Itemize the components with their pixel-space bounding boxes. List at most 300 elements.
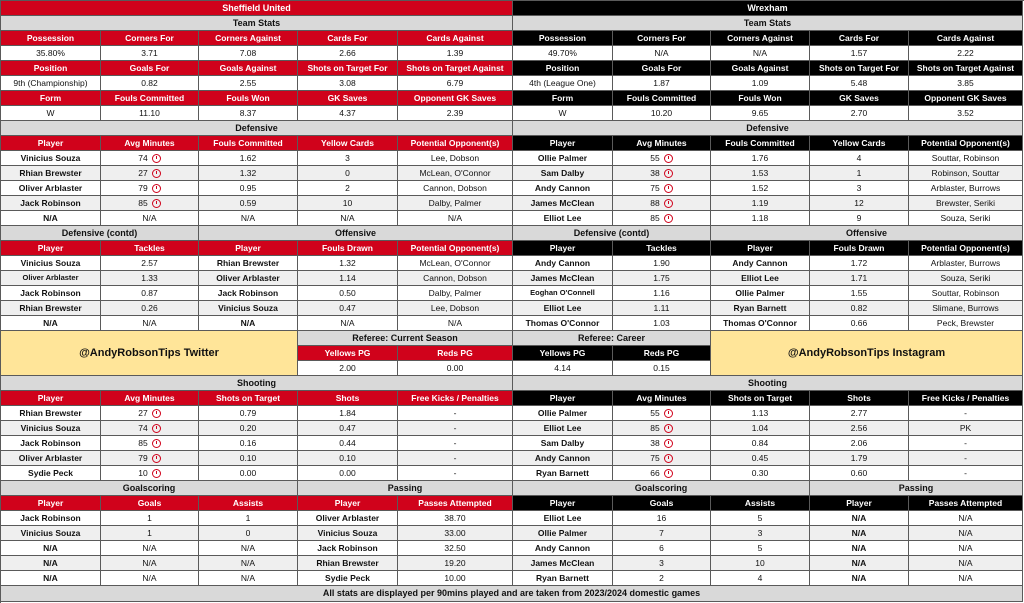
right-stats_r3-value-text: 9.65: [751, 107, 769, 118]
right-defc-cell: [513, 271, 613, 286]
right-stats_r1-header: [613, 31, 711, 46]
right-passing-cell: [909, 511, 1023, 526]
left-defc-cell-text: 2.57: [141, 257, 158, 268]
right-stats_r2-header: [613, 61, 711, 76]
right-goalscoring-cell: [711, 526, 810, 541]
right-shooting-cell: [810, 421, 909, 436]
right-defensive-cell: [513, 181, 613, 196]
left-goalscoring-title-text: Goalscoring: [122, 482, 176, 493]
left-shooting-cell-text: -: [453, 422, 457, 433]
right-defensive-title: [513, 121, 1023, 136]
left-goalscoring-cell-text: 1: [147, 527, 152, 538]
right-passing-cell: [810, 511, 909, 526]
left-goalscoring-cell: [1, 571, 101, 586]
left-stats_r2-value: [101, 76, 199, 91]
right-goalscoring-header: [613, 496, 711, 511]
left-goalscoring-cell-text: N/A: [240, 542, 256, 553]
left-shooting-cell-text: 0.44: [339, 437, 356, 448]
right-defensive-cell-text: 9: [856, 212, 862, 223]
left-defensive-cell-text: N/A: [43, 212, 58, 223]
left-stats_r1-header: [398, 31, 513, 46]
left-defensive-cell-text: N/A: [240, 212, 256, 223]
left-shooting-cell-text: 1.84: [339, 407, 356, 418]
right-offensive-cell-text: Arblaster, Burrows: [930, 257, 1001, 268]
left-defensive-cell-text: Jack Robinson: [20, 197, 81, 208]
left-defensive-cell-text: 79: [138, 182, 148, 193]
right-goalscoring-cell-text: Elliot Lee: [543, 512, 582, 523]
left-defc-cell: [101, 316, 199, 331]
right-offensive-cell: [810, 301, 909, 316]
right-defensive-cell-text: 1.18: [751, 212, 769, 223]
right-stats_r2-value-text: 1.09: [751, 77, 769, 88]
left-passing-cell-text: 19.20: [444, 557, 466, 568]
left-goalscoring-header-text: Assists: [232, 497, 264, 508]
left-shooting-cell: [398, 451, 513, 466]
right-passing-cell: [909, 526, 1023, 541]
right-offensive-cell-text: Souza, Seriki: [940, 272, 991, 283]
left-shooting-title: [1, 376, 513, 391]
referee-current-yellows-header-text: Yellows PG: [324, 347, 371, 358]
left-defc-cell: [101, 301, 199, 316]
left-stats_r3-value-text: W: [46, 107, 55, 118]
right-offensive-cell-text: Andy Cannon: [732, 257, 788, 268]
right-passing-cell: [810, 526, 909, 541]
right-shooting-cell-text: 0.30: [751, 467, 769, 478]
left-stats_r1-header: [1, 31, 101, 46]
left-offensive-cell-text: Lee, Dobson: [430, 302, 480, 313]
left-shooting-cell: [199, 451, 298, 466]
right-offensive-cell-text: Souttar, Robinson: [931, 287, 1000, 298]
right-defensive-header: [613, 136, 711, 151]
left-goalscoring-cell-text: N/A: [142, 542, 157, 553]
right-goalscoring-header-text: Player: [549, 497, 576, 508]
right-stats_r1-header: [711, 31, 810, 46]
left-shooting-cell-text: -: [453, 437, 457, 448]
left-stats_r1-header: [199, 31, 298, 46]
right-defensive-cell: [909, 196, 1023, 211]
left-defensive-header: [1, 136, 101, 151]
left-defensive-cell: [199, 196, 298, 211]
right-offensive-cell-text: 0.82: [850, 302, 868, 313]
left-defensive-cell: [101, 166, 199, 181]
left-shooting-cell: [398, 436, 513, 451]
right-defc-cell: [513, 256, 613, 271]
left-shooting-cell: [298, 466, 398, 481]
right-stats_r3-value-text: 3.52: [957, 107, 974, 118]
right-shooting-header: [810, 391, 909, 406]
referee-career-yellows-value-text: 4.14: [554, 362, 571, 373]
left-stats_r1-value-text: 7.08: [239, 47, 257, 58]
right-goalscoring-cell-text: Ryan Barnett: [536, 572, 589, 583]
left-shooting-cell: [101, 436, 199, 451]
right-stats_r1-value: [513, 46, 613, 61]
left-defensive-cell: [199, 181, 298, 196]
left-defensive-cell-text: Oliver Arblaster: [18, 182, 83, 193]
right-offensive-cell: [810, 316, 909, 331]
right-defensive-cell: [711, 151, 810, 166]
right-shooting-cell-text: Andy Cannon: [534, 452, 591, 463]
left-shooting-cell: [298, 421, 398, 436]
left-defensive-cell: [1, 166, 101, 181]
left-defensive-header-text: Avg Minutes: [124, 137, 175, 148]
right-passing-cell-text: N/A: [851, 557, 867, 568]
left-stats_r2-value-text: 0.82: [141, 77, 158, 88]
right-shooting-cell: [613, 466, 711, 481]
left-stats_r2-header: [298, 61, 398, 76]
right-defc-cell-text: 1.90: [653, 257, 670, 268]
left-goalscoring-cell: [1, 556, 101, 571]
right-offensive-cell: [810, 271, 909, 286]
left-stats_r3-value: [101, 106, 199, 121]
left-passing-cell-text: Oliver Arblaster: [315, 512, 380, 523]
left-passing-cell: [298, 556, 398, 571]
left-defc-title: [1, 226, 199, 241]
right-passing-cell: [810, 541, 909, 556]
left-shooting-cell-text: 0.79: [239, 407, 257, 418]
left-goalscoring-header: [1, 496, 101, 511]
left-shooting-cell-text: 10: [138, 467, 148, 478]
left-shooting-cell: [1, 466, 101, 481]
right-shooting-header-text: Shots on Target: [727, 392, 793, 403]
right-defensive-header: [711, 136, 810, 151]
left-defensive-cell-text: Lee, Dobson: [430, 152, 480, 163]
left-stats_r3-header-text: Fouls Won: [226, 92, 270, 103]
left-offensive-cell: [398, 271, 513, 286]
right-offensive-cell-text: 1.55: [850, 287, 868, 298]
left-defc-cell: [1, 316, 101, 331]
left-offensive-cell: [298, 256, 398, 271]
right-goalscoring-cell-text: 6: [659, 542, 664, 553]
left-stats_r1-value: [199, 46, 298, 61]
left-goalscoring-cell: [199, 541, 298, 556]
right-shooting-cell: [810, 466, 909, 481]
left-passing-cell: [298, 526, 398, 541]
right-shooting-header: [613, 391, 711, 406]
right-defensive-cell-text: James McClean: [530, 197, 595, 208]
right-stats_r1-value-text: 49.70%: [548, 47, 577, 58]
left-shooting-cell: [1, 421, 101, 436]
right-offensive-cell: [909, 256, 1023, 271]
left-defc-cell: [101, 256, 199, 271]
right-shooting-header: [909, 391, 1023, 406]
left-goalscoring-cell-text: N/A: [43, 572, 58, 583]
right-goalscoring-header: [711, 496, 810, 511]
left-defc-header-text: Tackles: [134, 242, 165, 253]
right-offensive-header-text: Fouls Drawn: [833, 242, 885, 253]
left-team-title: [1, 1, 513, 16]
right-goalscoring-cell-text: 5: [757, 542, 763, 553]
left-offensive-header: [398, 241, 513, 256]
right-stats_r2-value: [909, 76, 1023, 91]
right-goalscoring-cell: [711, 556, 810, 571]
right-offensive-cell: [810, 286, 909, 301]
right-defensive-cell: [711, 181, 810, 196]
left-defensive-cell: [298, 181, 398, 196]
instagram-handle-banner: [711, 331, 1023, 376]
right-stats_r1-header: [810, 31, 909, 46]
right-shooting-cell-text: Ryan Barnett: [536, 467, 589, 478]
left-defensive-cell: [398, 151, 513, 166]
right-shooting-cell: [909, 451, 1023, 466]
right-goalscoring-header-text: Goals: [649, 497, 674, 508]
right-stats_r2-value-text: 1.87: [653, 77, 670, 88]
left-defensive-header: [398, 136, 513, 151]
left-shooting-header-text: Shots on Target: [215, 392, 281, 403]
left-stats_r2-header: [199, 61, 298, 76]
right-shooting-cell: [513, 466, 613, 481]
right-defensive-cell: [513, 166, 613, 181]
right-shooting-title: [513, 376, 1023, 391]
right-defensive-cell-text: 3: [856, 182, 862, 193]
right-stats_r3-value-text: 10.20: [650, 107, 673, 118]
left-shooting-cell: [398, 421, 513, 436]
right-offensive-cell-text: 1.71: [850, 272, 868, 283]
left-defensive-cell: [1, 196, 101, 211]
stopwatch-icon: [664, 454, 673, 463]
left-shooting-header-text: Shots: [335, 392, 360, 403]
left-shooting-cell-text: Vinicius Souza: [20, 422, 81, 433]
right-defc-cell: [513, 286, 613, 301]
left-offensive-cell: [199, 256, 298, 271]
right-shooting-cell-text: 1.79: [850, 452, 868, 463]
left-offensive-cell-text: McLean, O'Connor: [419, 257, 491, 268]
left-shooting-cell: [101, 421, 199, 436]
left-shooting-cell: [298, 406, 398, 421]
left-shooting-cell: [298, 451, 398, 466]
right-defc-header: [613, 241, 711, 256]
left-shooting-cell: [199, 466, 298, 481]
right-defensive-cell-text: 1.53: [751, 167, 769, 178]
right-shooting-cell: [711, 406, 810, 421]
left-shooting-cell-text: 0.16: [239, 437, 257, 448]
right-shooting-cell: [513, 406, 613, 421]
right-defensive-cell-text: Souza, Seriki: [940, 212, 991, 223]
right-defensive-header-text: Yellow Cards: [832, 137, 886, 148]
left-defc-cell: [1, 256, 101, 271]
left-goalscoring-cell-text: Vinicius Souza: [20, 527, 81, 538]
referee-career-reds-header: [613, 346, 711, 361]
right-offensive-cell: [909, 301, 1023, 316]
left-stats_r1-value: [398, 46, 513, 61]
left-stats_r3-value: [298, 106, 398, 121]
right-goalscoring-cell: [613, 511, 711, 526]
left-passing-cell: [298, 511, 398, 526]
left-goalscoring-cell: [101, 526, 199, 541]
referee-current-title-text: Referee: Current Season: [352, 332, 458, 343]
right-stats_r3-value: [613, 106, 711, 121]
right-shooting-cell: [909, 406, 1023, 421]
left-defensive-header-text: Player: [37, 137, 64, 148]
right-stats_r1-value-text: N/A: [654, 47, 669, 58]
right-defc-cell-text: 1.75: [653, 272, 670, 283]
left-defc-cell: [101, 286, 199, 301]
right-defensive-cell-text: 1: [856, 167, 862, 178]
left-goalscoring-cell-text: N/A: [142, 557, 157, 568]
left-defensive-cell-text: 0.59: [239, 197, 257, 208]
left-defc-cell-text: 0.87: [141, 287, 158, 298]
right-offensive-cell-text: 1.72: [850, 257, 868, 268]
stopwatch-icon: [152, 469, 161, 478]
left-shooting-cell-text: Rhian Brewster: [19, 407, 82, 418]
right-shooting-header-text: Avg Minutes: [636, 392, 687, 403]
left-offensive-cell-text: Oliver Arblaster: [216, 272, 280, 283]
right-offensive-cell: [711, 286, 810, 301]
left-team-stats-title: [1, 16, 513, 31]
right-defensive-cell: [613, 211, 711, 226]
left-team-stats-title-text: Team Stats: [232, 17, 281, 28]
right-defensive-cell: [513, 151, 613, 166]
right-stats_r3-header: [613, 91, 711, 106]
left-offensive-cell-text: Rhian Brewster: [216, 257, 280, 268]
right-stats_r1-header: [513, 31, 613, 46]
left-shooting-header: [298, 391, 398, 406]
left-offensive-cell: [398, 256, 513, 271]
left-passing-header: [398, 496, 513, 511]
left-shooting-cell: [398, 406, 513, 421]
right-stats_r3-header: [909, 91, 1023, 106]
left-stats_r1-header-text: Cards For: [327, 32, 368, 43]
left-stats_r2-value: [298, 76, 398, 91]
left-defensive-cell-text: N/A: [340, 212, 355, 223]
right-defensive-cell-text: 55: [650, 152, 660, 163]
right-goalscoring-cell-text: Ollie Palmer: [537, 527, 588, 538]
right-stats_r3-header: [810, 91, 909, 106]
right-team-title-text: Wrexham: [747, 2, 788, 13]
left-offensive-cell-text: 0.47: [339, 302, 356, 313]
right-defensive-cell-text: 75: [650, 182, 660, 193]
left-defensive-cell: [101, 181, 199, 196]
right-stats_r1-value: [810, 46, 909, 61]
left-defensive-cell-text: N/A: [447, 212, 463, 223]
right-shooting-cell: [711, 451, 810, 466]
left-shooting-cell: [1, 406, 101, 421]
right-stats_r3-value: [513, 106, 613, 121]
left-team-title-text: Sheffield United: [222, 2, 291, 13]
right-stats_r1-value: [613, 46, 711, 61]
stopwatch-icon: [152, 454, 161, 463]
left-offensive-cell: [298, 286, 398, 301]
right-offensive-cell-text: Elliot Lee: [741, 272, 779, 283]
right-defensive-cell: [613, 166, 711, 181]
right-goalscoring-cell-text: 7: [659, 527, 664, 538]
left-defensive-cell: [199, 211, 298, 226]
left-stats_r3-value-text: 8.37: [239, 107, 257, 118]
referee-current-reds-header: [398, 346, 513, 361]
left-passing-cell: [398, 526, 513, 541]
left-stats_r3-value: [1, 106, 101, 121]
left-stats_r3-header-text: Opponent GK Saves: [413, 92, 497, 103]
left-defensive-cell-text: N/A: [142, 212, 157, 223]
right-goalscoring-cell: [613, 571, 711, 586]
right-passing-title: [810, 481, 1023, 496]
left-stats_r2-header-text: Position: [33, 62, 68, 73]
right-stats_r2-value-text: 5.48: [850, 77, 868, 88]
left-passing-cell: [398, 511, 513, 526]
right-shooting-cell: [513, 451, 613, 466]
right-shooting-title-text: Shooting: [748, 377, 787, 388]
right-defensive-cell-text: Andy Cannon: [534, 182, 591, 193]
left-stats_r1-header-text: Corners For: [125, 32, 174, 43]
right-defc-cell-text: Elliot Lee: [543, 302, 582, 313]
left-offensive-cell-text: 0.50: [339, 287, 356, 298]
left-shooting-header-text: Player: [37, 392, 64, 403]
left-defensive-cell: [298, 196, 398, 211]
right-goalscoring-cell-text: 10: [755, 557, 765, 568]
right-stats_r3-header-text: Opponent GK Saves: [924, 92, 1007, 103]
right-stats_r1-header-text: Cards Against: [936, 32, 995, 43]
left-defensive-header: [199, 136, 298, 151]
left-stats_r1-value: [298, 46, 398, 61]
right-passing-header-text: Player: [846, 497, 872, 508]
right-stats_r1-value: [711, 46, 810, 61]
right-stats_r3-header: [513, 91, 613, 106]
left-passing-cell-text: Rhian Brewster: [316, 557, 379, 568]
right-stats_r2-header-text: Position: [545, 62, 580, 73]
right-stats_r2-value: [810, 76, 909, 91]
right-passing-cell: [909, 571, 1023, 586]
left-offensive-cell-text: N/A: [340, 317, 355, 328]
left-passing-cell-text: 10.00: [444, 572, 466, 583]
left-shooting-cell-text: 0.00: [239, 467, 257, 478]
right-defensive-cell-text: 88: [650, 197, 660, 208]
right-stats_r1-header: [909, 31, 1023, 46]
left-defensive-cell: [398, 181, 513, 196]
right-defc-cell: [613, 301, 711, 316]
stopwatch-icon: [152, 169, 161, 178]
right-defensive-cell-text: 1.19: [751, 197, 769, 208]
stopwatch-icon: [664, 439, 673, 448]
right-shooting-header-text: Player: [549, 392, 576, 403]
right-shooting-cell: [810, 436, 909, 451]
right-offensive-header: [810, 241, 909, 256]
left-offensive-cell: [398, 316, 513, 331]
right-defensive-cell-text: Sam Dalby: [540, 167, 585, 178]
left-offensive-cell-text: N/A: [240, 317, 256, 328]
right-defensive-cell: [810, 166, 909, 181]
right-defc-header: [513, 241, 613, 256]
right-defensive-title-text: Defensive: [746, 122, 789, 133]
left-goalscoring-cell: [199, 511, 298, 526]
left-defc-cell-text: 0.26: [141, 302, 158, 313]
right-shooting-cell-text: 2.06: [850, 437, 868, 448]
left-stats_r2-header-text: Shots on Target Against: [406, 62, 504, 73]
referee-career-reds-value-text: 0.15: [653, 362, 670, 373]
left-shooting-header: [199, 391, 298, 406]
left-goalscoring-title: [1, 481, 298, 496]
right-stats_r1-header-text: Cards For: [838, 32, 880, 43]
right-shooting-cell-text: 38: [650, 437, 660, 448]
right-defc-cell-text: 1.16: [653, 287, 670, 298]
right-offensive-cell-text: Slimane, Burrows: [932, 302, 999, 313]
left-shooting-header-text: Avg Minutes: [124, 392, 175, 403]
left-defensive-cell: [398, 166, 513, 181]
footer-note: [1, 586, 1023, 602]
left-defc-cell-text: Jack Robinson: [20, 287, 81, 298]
right-stats_r2-header-text: Shots on Target Against: [916, 62, 1015, 73]
right-goalscoring-title-text: Goalscoring: [634, 482, 688, 493]
left-offensive-header: [298, 241, 398, 256]
right-stats_r1-header-text: Corners Against: [727, 32, 793, 43]
left-shooting-cell: [101, 451, 199, 466]
left-defensive-cell-text: 3: [345, 152, 350, 163]
right-stats_r2-value: [613, 76, 711, 91]
right-defensive-cell-text: 12: [854, 197, 864, 208]
right-offensive-header: [909, 241, 1023, 256]
stopwatch-icon: [152, 184, 161, 193]
left-stats_r3-value: [398, 106, 513, 121]
right-passing-header: [909, 496, 1023, 511]
right-stats_r1-value-text: 1.57: [850, 47, 868, 58]
